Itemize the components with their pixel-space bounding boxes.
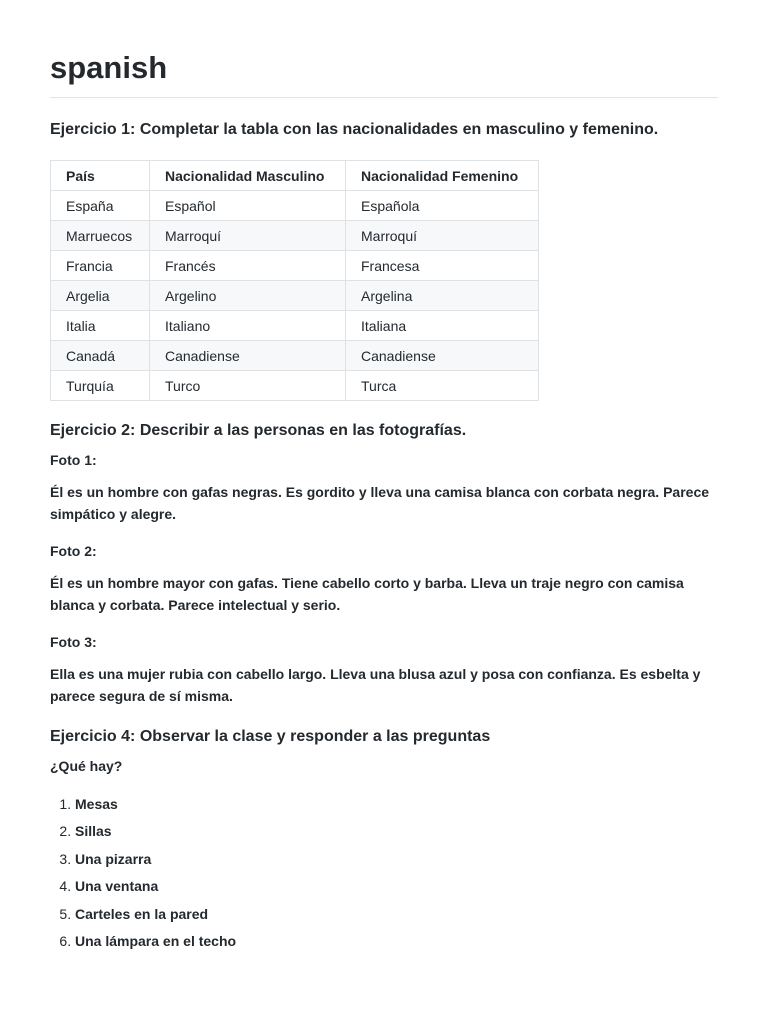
photo3-label: Foto 3: [50, 634, 97, 650]
table-cell: Canadá [51, 341, 150, 371]
table-row [51, 281, 539, 311]
table-row [51, 251, 539, 281]
table-cell: Marroquí [150, 221, 346, 251]
exercise1-heading: Ejercicio 1: Completar la tabla con las nacionalidades en masculino y femenino. [50, 121, 659, 138]
question-label: ¿Qué hay? [50, 758, 123, 774]
table-cell: Español [150, 191, 346, 221]
table-cell: Marruecos [51, 221, 150, 251]
table-row [51, 311, 539, 341]
table-cell: Francesa [346, 251, 539, 281]
list-item: 5. Carteles en la pared [75, 905, 718, 923]
list-item: 2. Sillas [75, 822, 718, 840]
table-cell: Turca [346, 371, 539, 401]
title-divider [50, 97, 718, 98]
nationalities-table [50, 160, 539, 401]
table-cell: Turco [150, 371, 346, 401]
table-header-cell: País [51, 161, 150, 191]
photo2-label: Foto 2: [50, 543, 97, 559]
table-cell: Argelino [150, 281, 346, 311]
table-cell: Francia [51, 251, 150, 281]
table-header-cell: Nacionalidad Masculino [150, 161, 346, 191]
photo2-description: Él es un hombre mayor con gafas. Tiene cabello corto y barba. Lleva un traje negro con camisa blanca y corbata. Parece intelectual y serio. [50, 575, 684, 613]
exercise4-heading: Ejercicio 4: Observar la clase y responder a las preguntas [50, 728, 491, 745]
table-cell: Argelia [51, 281, 150, 311]
page-title: spanish [50, 50, 168, 85]
table-header-cell: Nacionalidad Femenino [346, 161, 539, 191]
table-header-row [51, 161, 539, 191]
table-cell: Española [346, 191, 539, 221]
list-item: 4. Una ventana [75, 877, 718, 895]
table-cell: Argelina [346, 281, 539, 311]
table-cell: Italiano [150, 311, 346, 341]
table-cell: Marroquí [346, 221, 539, 251]
table-row [51, 341, 539, 371]
exercise2-heading: Ejercicio 2: Describir a las personas en las fotografías. [50, 422, 467, 439]
table-row [51, 221, 539, 251]
list-item: 3. Una pizarra [75, 850, 718, 868]
list-item: 6. Una lámpara en el techo [75, 932, 718, 950]
classroom-items-list [50, 795, 718, 950]
table-cell: Italia [51, 311, 150, 341]
table-row [51, 371, 539, 401]
table-row [51, 191, 539, 221]
table-cell: Canadiense [346, 341, 539, 371]
photo3-description: Ella es una mujer rubia con cabello largo. Lleva una blusa azul y posa con confianza. Es esbelta y parece segura de sí misma. [50, 666, 701, 704]
list-item: 1. Mesas [75, 795, 718, 813]
table-cell: Francés [150, 251, 346, 281]
table-cell: Canadiense [150, 341, 346, 371]
table-cell: Turquía [51, 371, 150, 401]
table-cell: Italiana [346, 311, 539, 341]
photo1-label: Foto 1: [50, 452, 97, 468]
photo1-description: Él es un hombre con gafas negras. Es gordito y lleva una camisa blanca con corbata negra. Parece simpático y alegre. [50, 484, 710, 522]
table-cell: España [51, 191, 150, 221]
